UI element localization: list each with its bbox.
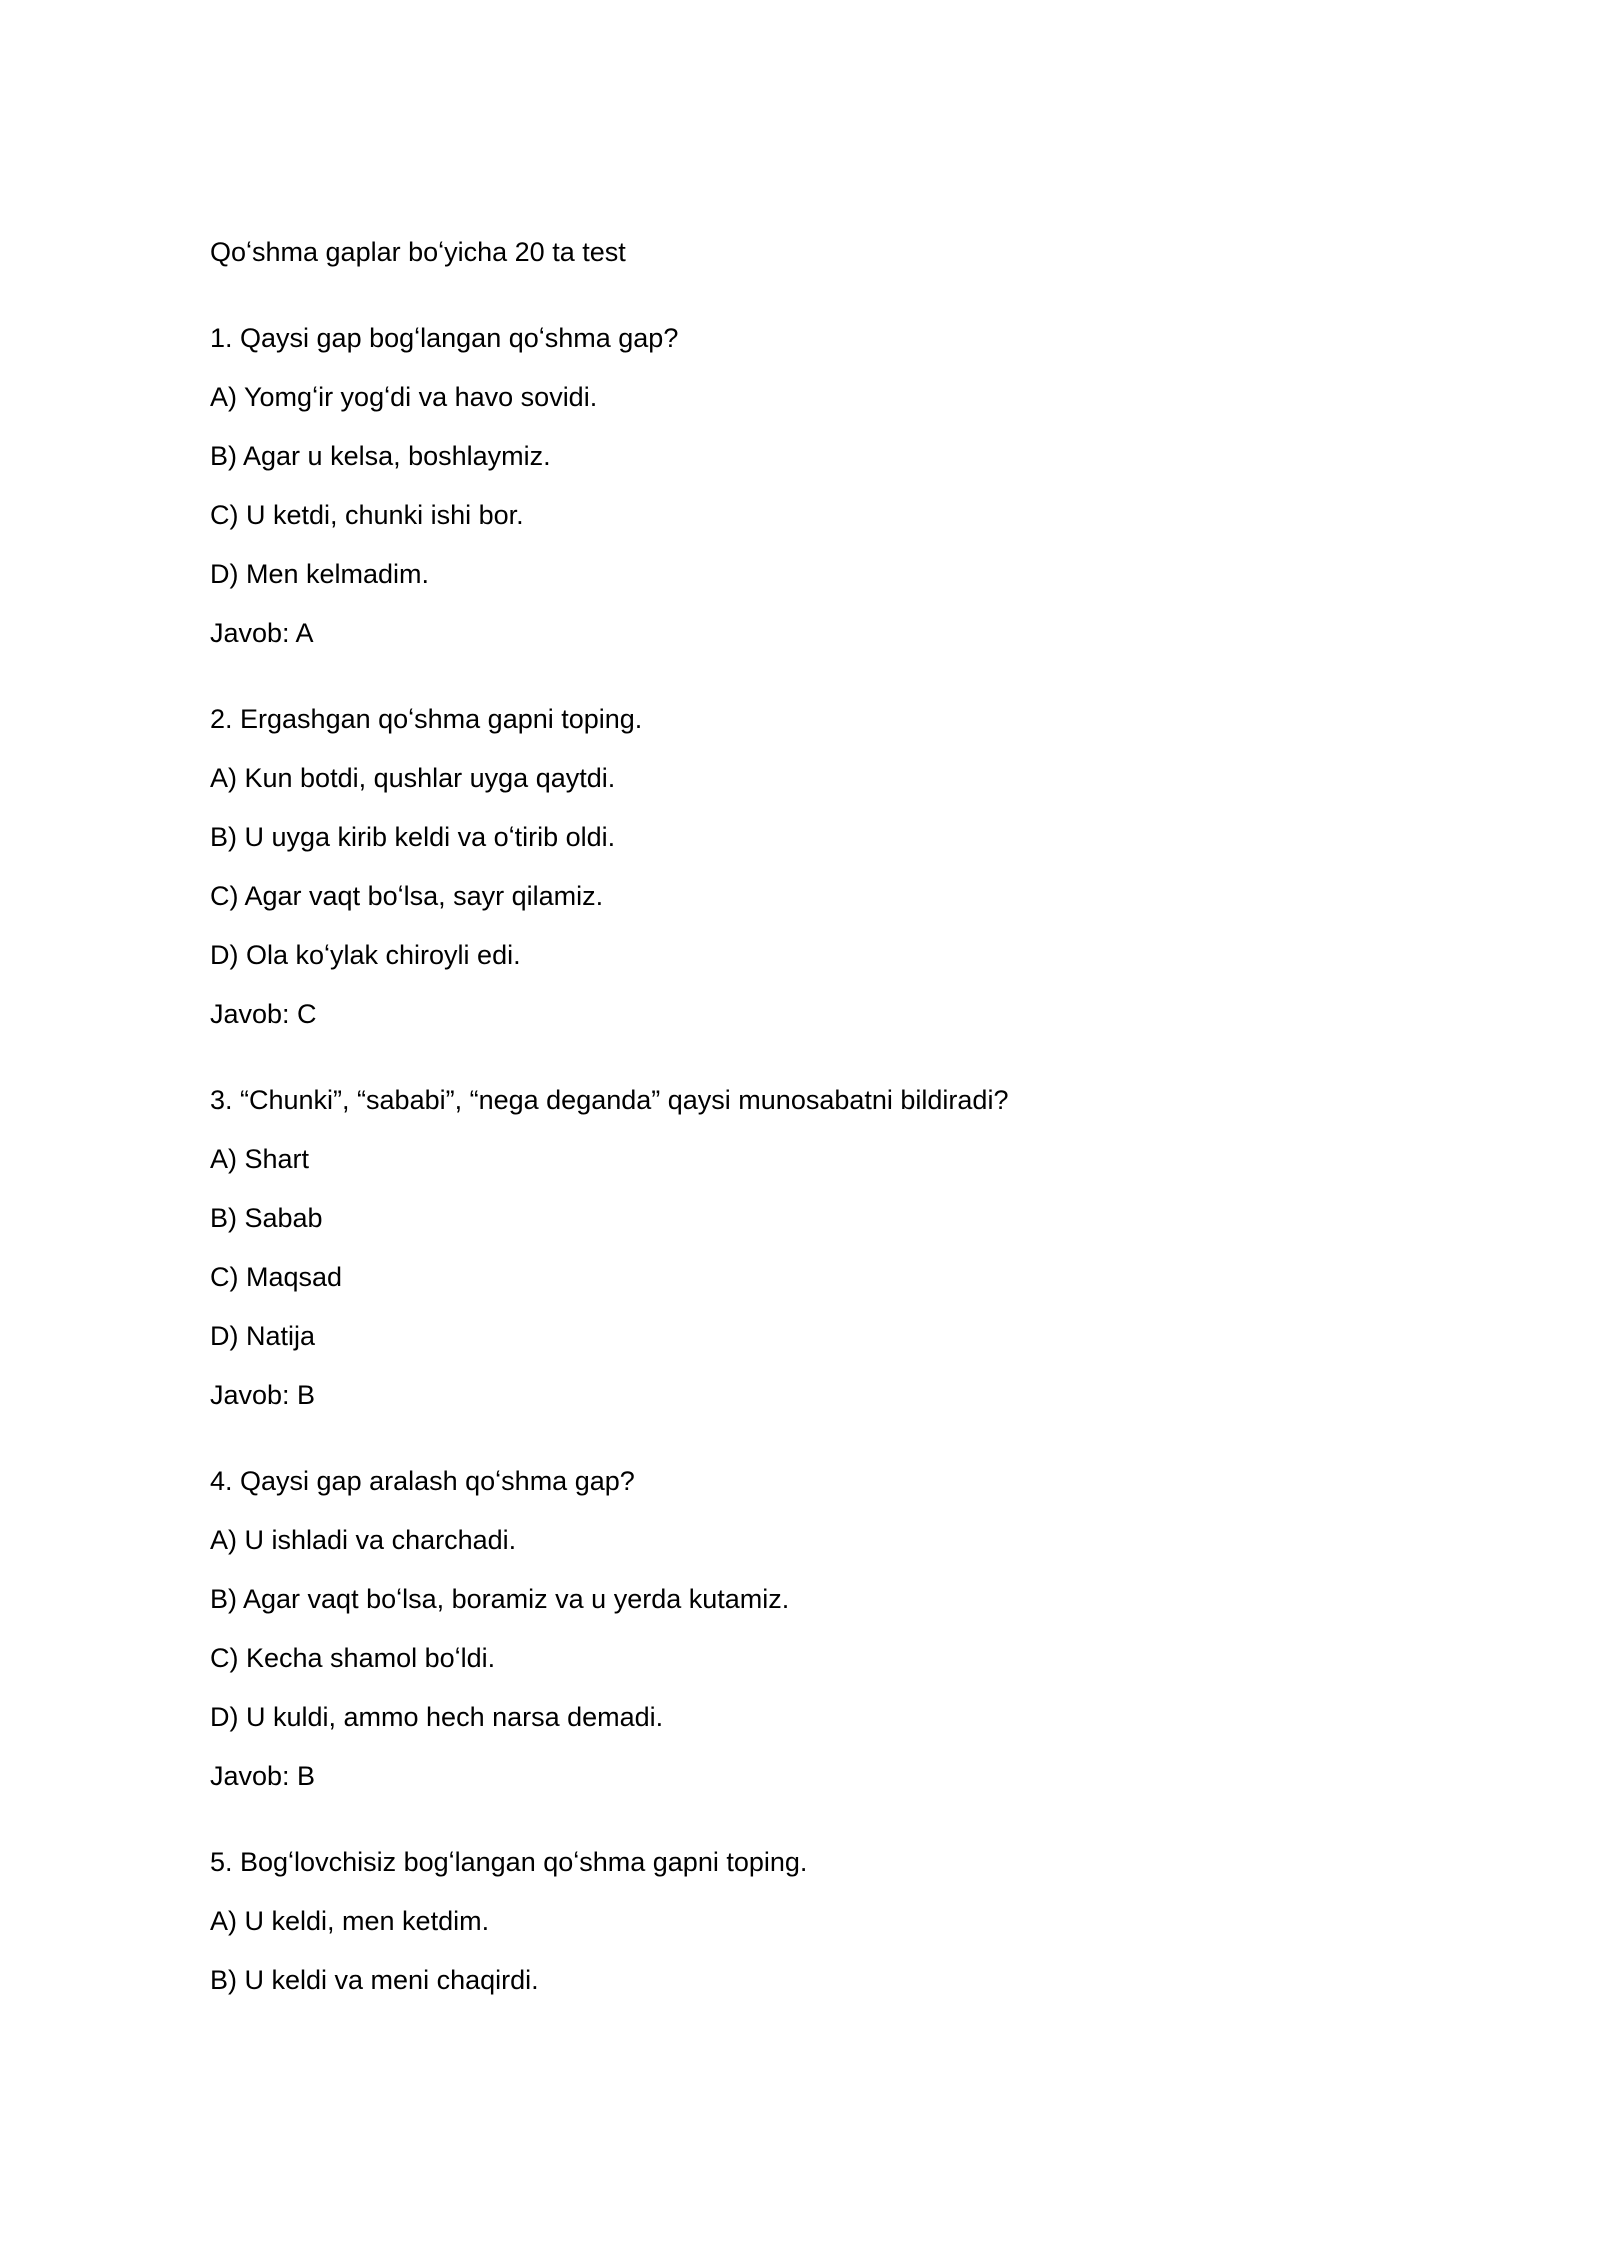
answer-text: Javob: A bbox=[210, 618, 314, 648]
option-a: A) Yomgʻir yogʻdi va havo sovidi. bbox=[210, 382, 598, 412]
answer-text: Javob: B bbox=[210, 1380, 316, 1410]
option-b: B) U keldi va meni chaqirdi. bbox=[210, 1965, 539, 1995]
option-c: C) U ketdi, chunki ishi bor. bbox=[210, 500, 524, 530]
option-c: C) Agar vaqt boʻlsa, sayr qilamiz. bbox=[210, 881, 604, 911]
option-a: A) Kun botdi, qushlar uyga qaytdi. bbox=[210, 763, 616, 793]
option-a: A) U keldi, men ketdim. bbox=[210, 1906, 490, 1936]
answer-text: Javob: C bbox=[210, 999, 317, 1029]
option-d: D) Ola koʻylak chiroyli edi. bbox=[210, 940, 521, 970]
question-text: 3. “Chunki”, “sababi”, “nega deganda” qaysi munosabatni bildiradi? bbox=[210, 1085, 1009, 1115]
option-c: C) Kecha shamol boʻldi. bbox=[210, 1643, 496, 1673]
document-page bbox=[210, 236, 1390, 2050]
question-5 bbox=[210, 1846, 1390, 1996]
option-d: D) U kuldi, ammo hech narsa demadi. bbox=[210, 1702, 664, 1732]
option-b: B) Sabab bbox=[210, 1203, 323, 1233]
question-1 bbox=[210, 322, 1390, 649]
question-2 bbox=[210, 703, 1390, 1030]
option-b: B) Agar vaqt boʻlsa, boramiz va u yerda kutamiz. bbox=[210, 1584, 790, 1614]
option-c: C) Maqsad bbox=[210, 1262, 343, 1292]
question-text: 1. Qaysi gap bogʻlangan qoʻshma gap? bbox=[210, 323, 679, 353]
answer-text: Javob: B bbox=[210, 1761, 316, 1791]
option-b: B) Agar u kelsa, boshlaymiz. bbox=[210, 441, 551, 471]
option-b: B) U uyga kirib keldi va oʻtirib oldi. bbox=[210, 822, 616, 852]
question-text: 5. Bogʻlovchisiz bogʻlangan qoʻshma gapni toping. bbox=[210, 1847, 808, 1877]
question-3 bbox=[210, 1084, 1390, 1411]
option-d: D) Men kelmadim. bbox=[210, 559, 430, 589]
question-text: 2. Ergashgan qoʻshma gapni toping. bbox=[210, 704, 643, 734]
question-text: 4. Qaysi gap aralash qoʻshma gap? bbox=[210, 1466, 635, 1496]
question-4 bbox=[210, 1465, 1390, 1792]
option-d: D) Natija bbox=[210, 1321, 316, 1351]
option-a: A) U ishladi va charchadi. bbox=[210, 1525, 517, 1555]
document-title: Qoʻshma gaplar boʻyicha 20 ta test bbox=[210, 237, 626, 267]
option-a: A) Shart bbox=[210, 1144, 310, 1174]
